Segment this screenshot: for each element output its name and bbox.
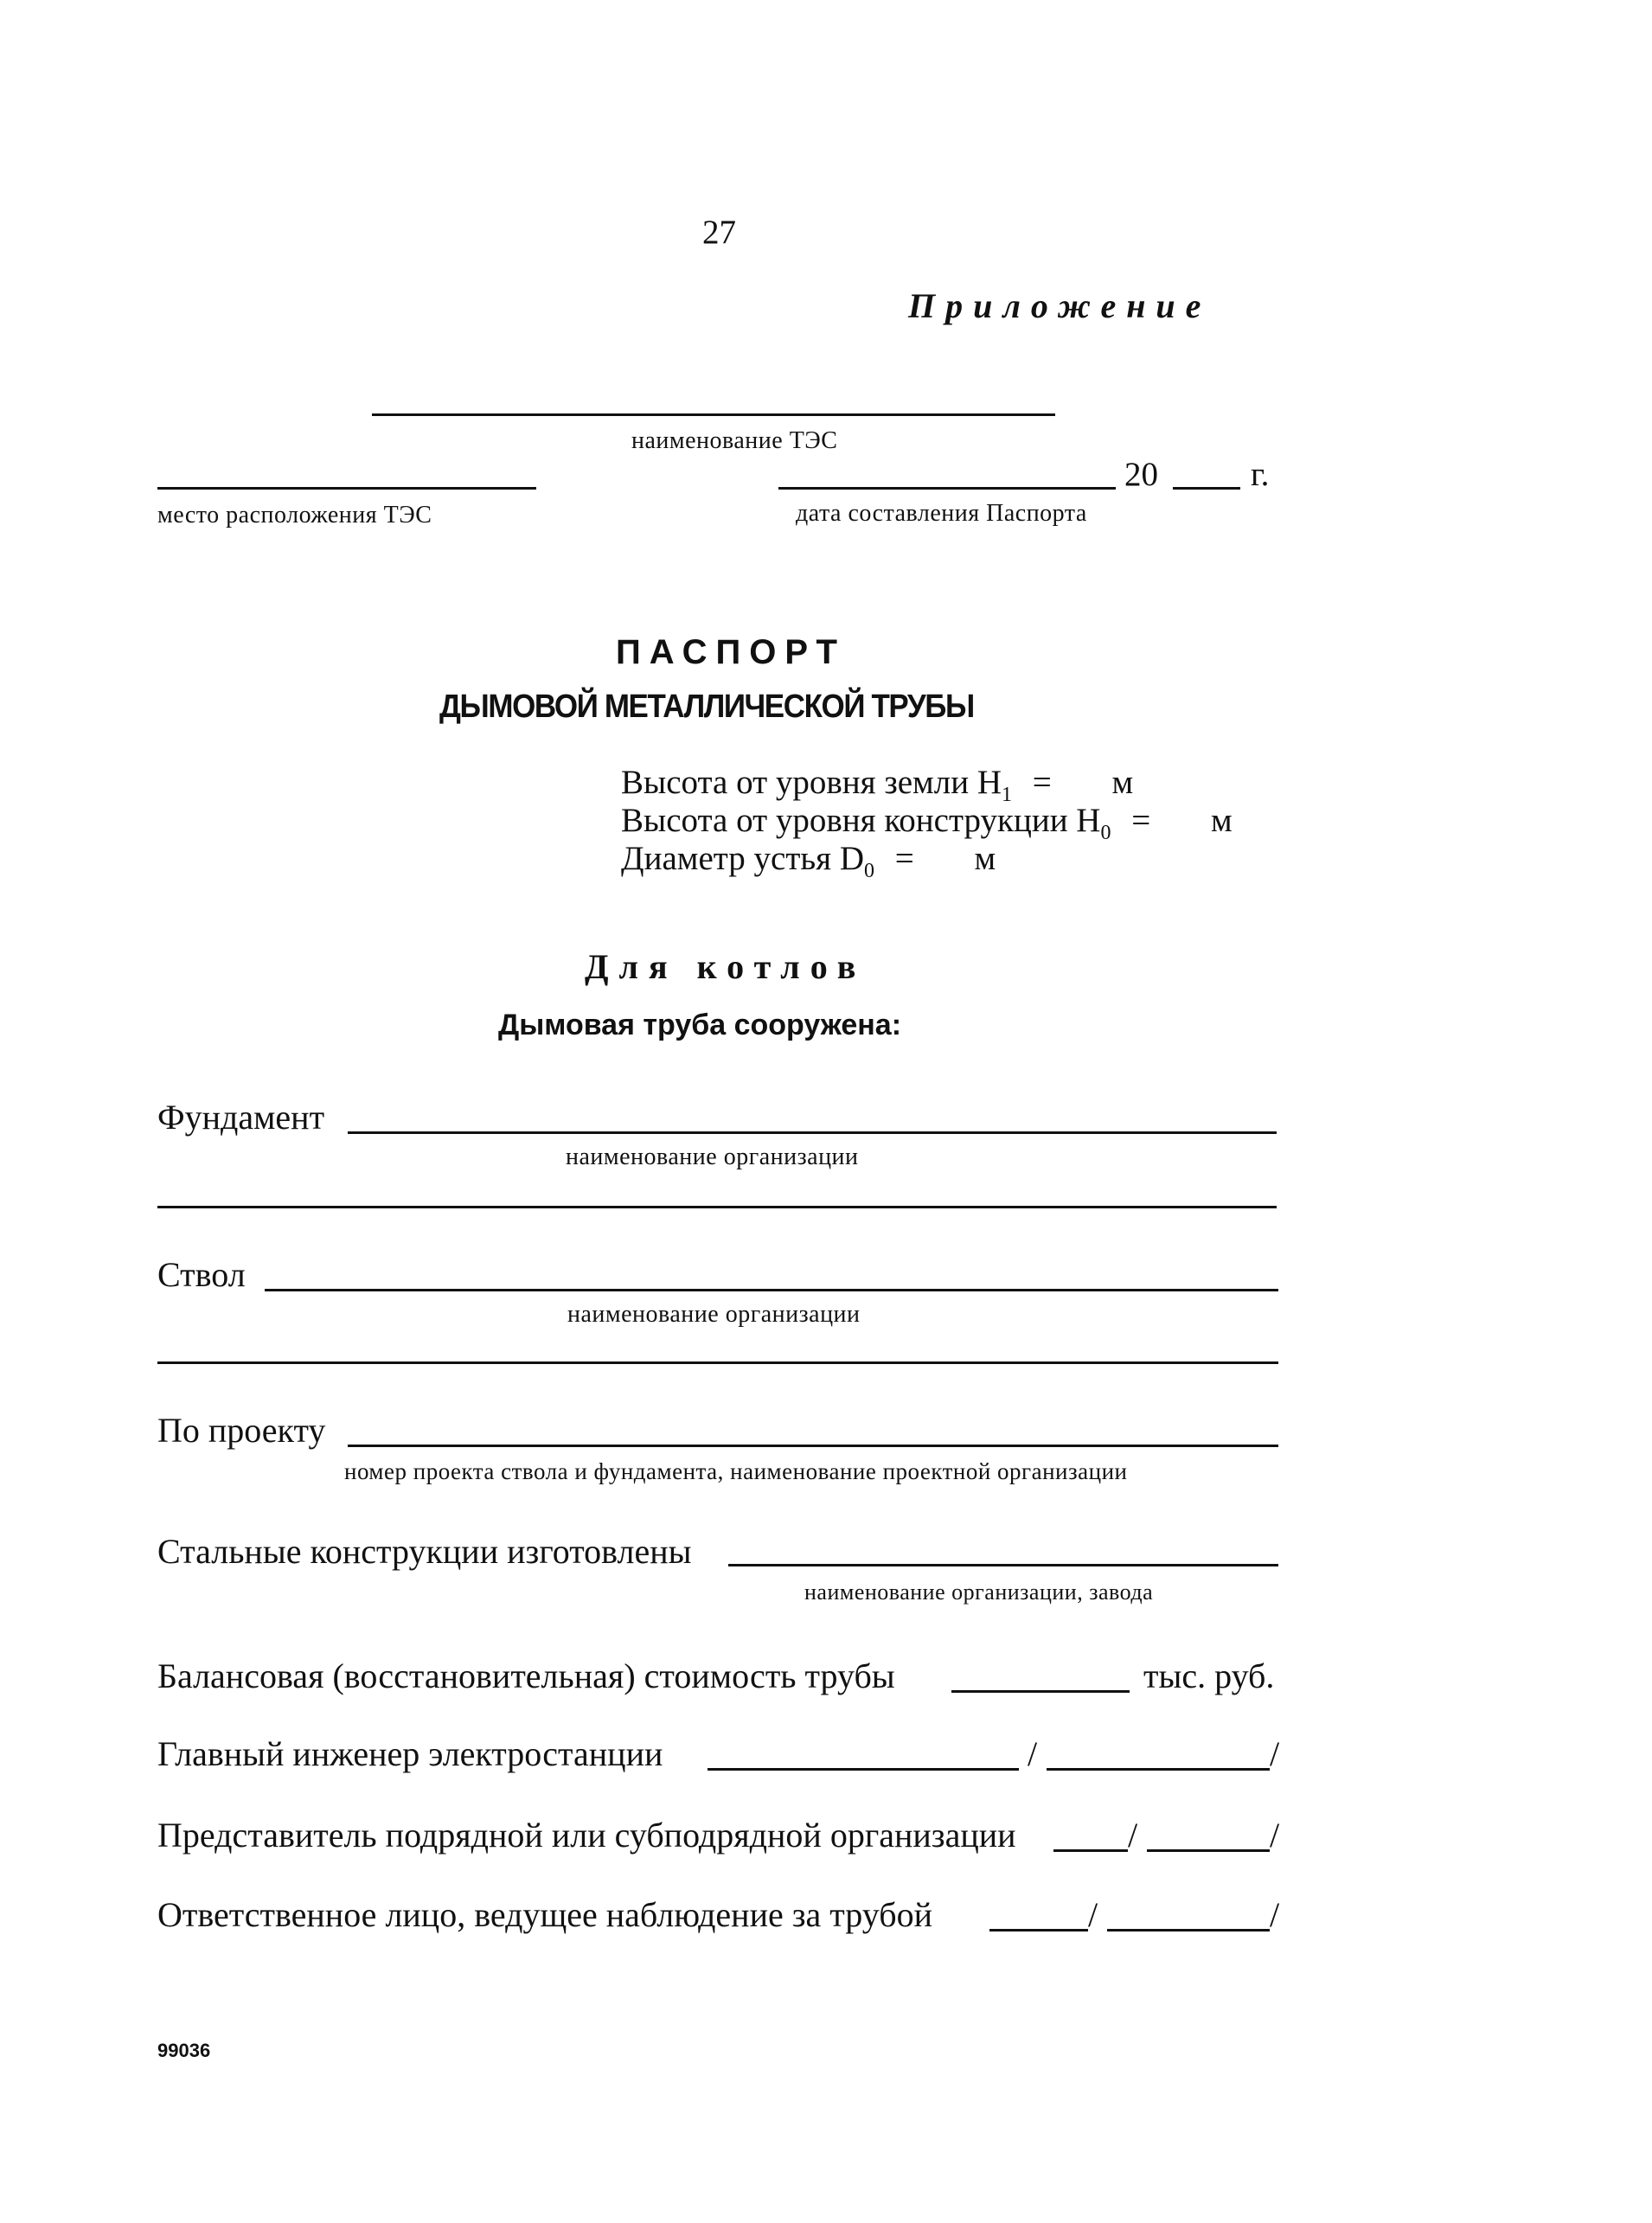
param-label: Высота от уровня земли H: [621, 764, 1002, 801]
slash: /: [1028, 1734, 1038, 1773]
responsible-label: Ответственное лицо, ведущее наблюдение за трубой: [157, 1895, 932, 1934]
page-number: 27: [702, 214, 736, 251]
param-mouth-diameter: [621, 839, 996, 883]
contractor-line: [1053, 1849, 1128, 1852]
project-line: [348, 1445, 1278, 1447]
shaft-line-2: [157, 1361, 1278, 1364]
steel-caption: наименование организации, завода: [804, 1579, 1154, 1605]
param-label: Диаметр устья D: [621, 840, 865, 877]
tes-name-caption: наименование ТЭС: [631, 427, 838, 454]
slash: /: [1270, 1816, 1280, 1855]
year-suffix: г.: [1251, 456, 1270, 493]
param-eq: =: [1131, 802, 1151, 839]
slash: /: [1270, 1734, 1280, 1773]
contractor-name-line: [1147, 1849, 1270, 1852]
shaft-caption: наименование организации: [567, 1301, 861, 1328]
cost-label: Балансовая (восстановительная) стоимость трубы: [157, 1656, 895, 1695]
chief-engineer-label: Главный инженер электростанции: [157, 1734, 663, 1773]
steel-line: [728, 1564, 1278, 1566]
param-sub: 0: [864, 859, 875, 882]
date-caption: дата составления Паспорта: [796, 500, 1087, 527]
shaft-line: [265, 1289, 1278, 1291]
steel-label: Стальные конструкции изготовлены: [157, 1532, 692, 1571]
date-line: [778, 487, 1116, 490]
contractor-label: Представитель подрядной или субподрядной организации: [157, 1816, 1016, 1855]
param-label: Высота от уровня конструкции H: [621, 802, 1101, 839]
location-line: [157, 487, 536, 490]
cost-unit: тыс. руб.: [1143, 1656, 1275, 1695]
tes-name-line: [372, 413, 1055, 416]
project-label: По проекту: [157, 1411, 326, 1450]
param-sub: 1: [1002, 783, 1012, 806]
responsible-name-line: [1107, 1929, 1270, 1932]
slash: /: [1128, 1816, 1138, 1855]
project-caption: номер проекта ствола и фундамента, наименование проектной организации: [344, 1458, 1128, 1484]
foundation-label: Фундамент: [157, 1098, 325, 1137]
title-line-1: ПАСПОРТ: [616, 633, 846, 671]
footer-code: 99036: [157, 2040, 211, 2061]
slash: /: [1270, 1895, 1280, 1934]
slash: /: [1088, 1895, 1098, 1934]
year-prefix: 20: [1124, 456, 1158, 493]
chief-engineer-name-line: [1047, 1768, 1270, 1771]
param-eq: =: [1032, 764, 1052, 801]
chief-engineer-line: [708, 1768, 1019, 1771]
param-sub: 0: [1100, 821, 1111, 844]
location-caption: место расположения ТЭС: [157, 502, 432, 529]
year-line: [1173, 487, 1240, 490]
cost-line: [951, 1690, 1130, 1693]
appendix-label: Приложение: [908, 286, 1212, 325]
for-boilers-heading: Для котлов: [585, 947, 867, 986]
title-line-2: ДЫМОВОЙ МЕТАЛЛИЧЕСКОЙ ТРУБЫ: [439, 689, 974, 725]
built-heading: Дымовая труба сооружена:: [498, 1009, 902, 1041]
param-unit: м: [1111, 764, 1134, 801]
param-unit: м: [1210, 802, 1233, 839]
shaft-label: Ствол: [157, 1255, 246, 1294]
foundation-line-2: [157, 1206, 1277, 1208]
responsible-line: [989, 1929, 1088, 1932]
foundation-caption: наименование организации: [566, 1144, 859, 1170]
param-eq: =: [894, 840, 914, 877]
param-unit: м: [974, 840, 996, 877]
foundation-line: [348, 1131, 1277, 1134]
